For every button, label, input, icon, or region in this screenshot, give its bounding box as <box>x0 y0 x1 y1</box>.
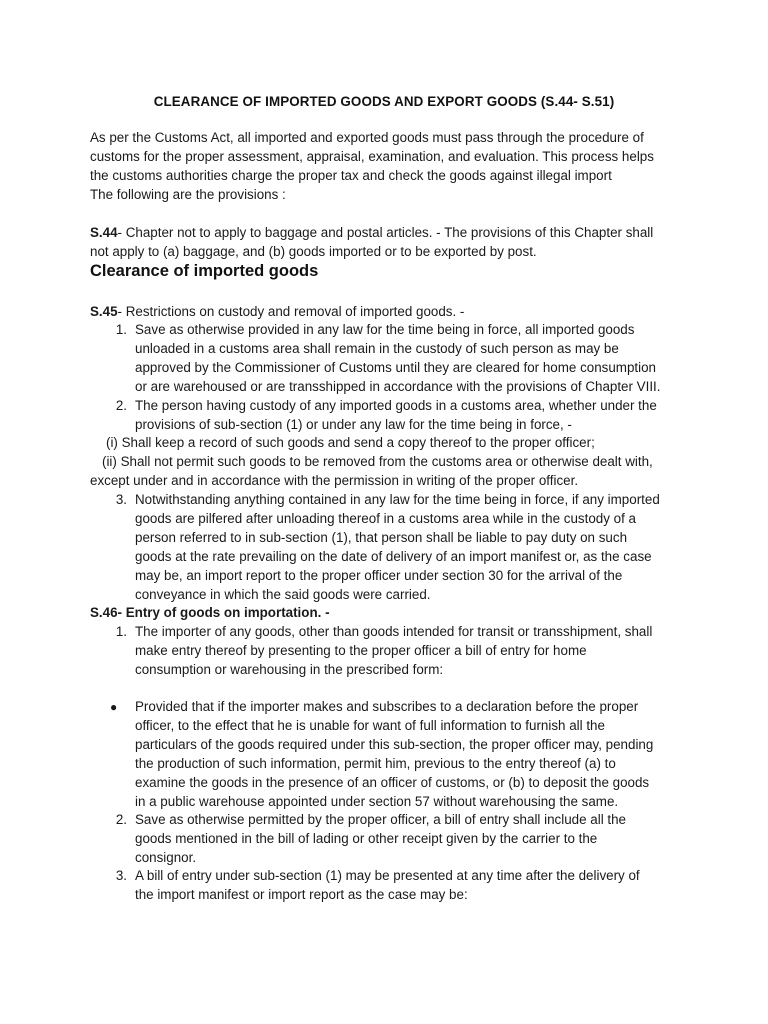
list-number: 2. <box>115 398 127 413</box>
list-text: particulars of the goods required under this sub-section, the proper officer may, pending <box>135 736 654 752</box>
list-item <box>0 811 768 868</box>
list-text: may be, an import report to the proper officer under section 30 for the arrival of the <box>135 567 623 583</box>
list-text: Notwithstanding anything contained in any law for the time being in force, if any imported <box>135 492 660 507</box>
section-heading: Clearance of imported goods <box>90 262 319 280</box>
section-s45-header <box>90 303 686 322</box>
list-text: The importer of any goods, other than goods intended for transit or transshipment, shall <box>135 624 653 639</box>
list-number: 2. <box>115 812 127 827</box>
section-label: S.45 <box>90 304 118 319</box>
intro-paragraph <box>90 129 686 205</box>
list-text: goods are pilfered after unloading thereof in a customs area while in the custody of a <box>135 510 636 526</box>
list-text: unloaded in a customs area shall remain in the custody of such person as may be <box>135 340 619 356</box>
list-item <box>0 321 768 397</box>
section-text: not apply to (a) baggage, and (b) goods imported or to be exported by post. <box>90 243 537 259</box>
list-text: consignor. <box>135 849 197 865</box>
list-item <box>0 397 768 435</box>
section-text: - Chapter not to apply to baggage and postal articles. - The provisions of this Chapter shall <box>117 225 654 240</box>
list-text: consumption or warehousing in the prescribed form: <box>135 661 444 677</box>
list-text: the production of such information, permit him, previous to the entry thereof (a) to <box>135 755 616 771</box>
list-number: 1. <box>115 322 127 337</box>
intro-line: customs for the proper assessment, appraisal, examination, and evaluation. This process helps <box>90 148 654 164</box>
list-text: make entry thereof by presenting to the proper officer a bill of entry for home <box>135 642 587 658</box>
section-s44 <box>90 224 686 262</box>
list-item <box>0 491 768 605</box>
document-title: CLEARANCE OF IMPORTED GOODS AND EXPORT GOODS (S.44- S.51) <box>153 94 615 109</box>
list-text: Provided that if the importer makes and subscribes to a declaration before the proper <box>135 699 639 714</box>
list-text: A bill of entry under sub-section (1) may be presented at any time after the delivery of <box>135 868 640 883</box>
sub-clause: (i) Shall keep a record of such goods and send a copy thereof to the proper officer; <box>106 435 595 450</box>
list-text: conveyance in which the said goods were carried. <box>135 586 431 602</box>
list-text: Save as otherwise provided in any law for the time being in force, all imported goods <box>135 322 635 337</box>
list-text: examine the goods in the presence of an officer of customs, or (b) to deposit the goods <box>135 774 650 790</box>
list-text: goods at the rate prevailing on the date of delivery of an import manifest or, as the case <box>135 548 652 564</box>
list-text: Save as otherwise permitted by the proper officer, a bill of entry shall include all the <box>135 812 627 827</box>
section-label: S.44 <box>90 225 118 240</box>
sub-clause: except under and in accordance with the permission in writing of the proper officer. <box>90 473 579 488</box>
list-text: person referred to in sub-section (1), that person shall be liable to pay duty on such <box>135 529 628 545</box>
section-label: S.46 <box>90 605 118 620</box>
sub-clause: (ii) Shall not permit such goods to be removed from the customs area or otherwise dealt with, <box>102 454 653 469</box>
section-text: - Entry of goods on importation. - <box>117 605 330 620</box>
list-text: or are warehoused or are transshipped in accordance with the provisions of Chapter VIII. <box>135 378 661 394</box>
list-text: in a public warehouse appointed under section 57 without warehousing the same. <box>135 793 619 809</box>
section-s46-header <box>90 604 686 623</box>
list-text: The person having custody of any imported goods in a customs area, whether under the <box>135 398 657 413</box>
list-text: goods mentioned in the bill of lading or other receipt given by the carrier to the <box>135 830 598 846</box>
list-text: provisions of sub-section (1) or under any law for the time being in force, - <box>135 416 572 432</box>
section-text: - Restrictions on custody and removal of imported goods. - <box>117 304 465 319</box>
intro-line: the customs authorities charge the proper tax and check the goods against illegal import <box>90 167 612 183</box>
intro-line: The following are the provisions : <box>90 186 286 202</box>
list-text: approved by the Commissioner of Customs until they are cleared for home consumption <box>135 359 656 375</box>
list-number: 3. <box>115 492 127 507</box>
bullet-item <box>0 698 768 812</box>
list-item <box>0 623 768 680</box>
list-item <box>0 867 768 905</box>
list-text: officer, to the effect that he is unable for want of full information to furnish all the <box>135 717 605 733</box>
list-number: 1. <box>115 624 127 639</box>
intro-line: As per the Customs Act, all imported and exported goods must pass through the procedure of <box>90 130 644 145</box>
list-text: the import manifest or import report as the case may be: <box>135 886 468 902</box>
bullet-icon: ● <box>110 700 118 714</box>
list-number: 3. <box>115 868 127 883</box>
